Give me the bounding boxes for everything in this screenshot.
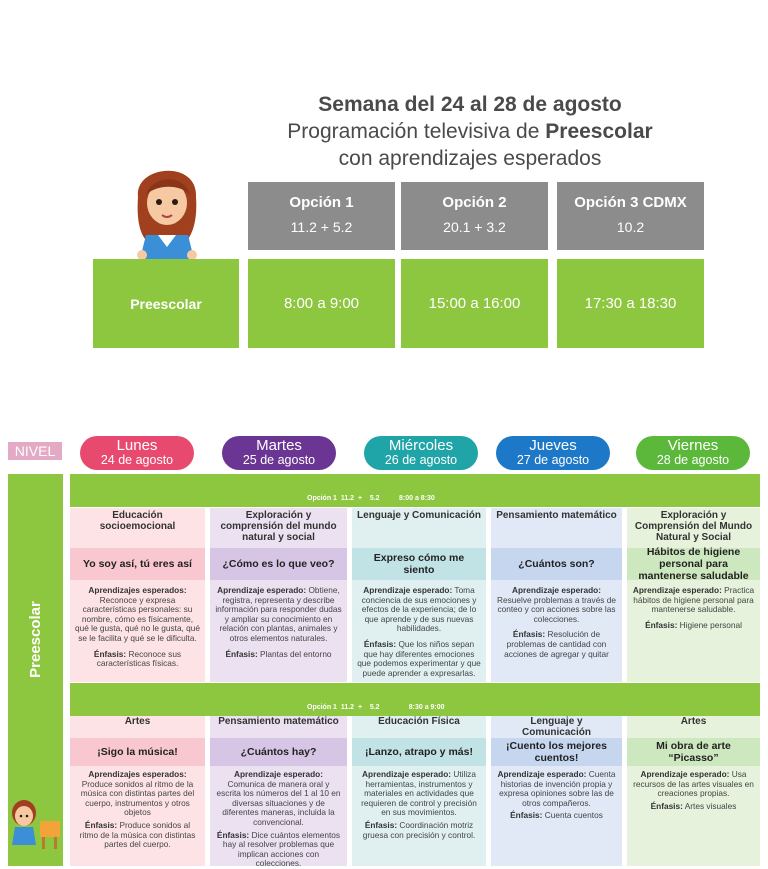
lesson-card xyxy=(210,716,347,869)
day-header-lunes xyxy=(80,436,194,470)
lesson-subject: Exploración y Comprensión del Mundo Natural y Social xyxy=(634,510,753,543)
lesson-subject: Educación Física xyxy=(378,716,460,727)
lesson-subject: Educación socioemocional xyxy=(99,510,176,532)
emphasis xyxy=(632,621,755,631)
expected-learning xyxy=(632,770,755,799)
emphasis xyxy=(75,650,200,669)
day-date: 25 de agosto xyxy=(242,453,316,467)
lesson-card xyxy=(491,508,622,682)
emphasis xyxy=(357,640,481,678)
expected-learning-label: Aprendizaje esperado: xyxy=(632,585,722,595)
lesson-topic: ¿Cuántos hay? xyxy=(210,738,347,766)
lesson-subject: Lenguaje y Comunicación xyxy=(357,510,481,521)
emphasis-label: Énfasis: xyxy=(93,648,127,659)
option-1-time: 8:00 a 9:00 xyxy=(248,259,395,348)
emphasis-label: Énfasis: xyxy=(510,810,543,821)
girl-painting-illustration xyxy=(8,797,63,853)
girl-illustration xyxy=(128,155,206,261)
lesson-topic: Hábitos de higiene personal para mantenerse saludable xyxy=(627,548,760,580)
band-line: Opción 1 11.2 + 5.2 8:00 a 8:30 xyxy=(307,495,435,502)
lesson-description xyxy=(75,770,200,850)
day-date: 28 de agosto xyxy=(656,453,730,467)
lesson-subject: Exploración y comprensión del mundo natural y social xyxy=(220,510,337,543)
lesson-description xyxy=(496,770,617,821)
emphasis xyxy=(496,630,617,659)
lesson-subject: Pensamiento matemático xyxy=(496,510,617,521)
expected-learning-text: Cuenta historias de invención propia y expresa opiniones sobre las de otros compañeros. xyxy=(499,769,616,808)
expected-learning-text: Produce sonidos al ritmo de la música con distintas partes del cuerpo, instrumentos y otros objetos xyxy=(80,778,195,818)
emphasis xyxy=(632,802,755,812)
lesson-description xyxy=(75,586,200,669)
day-header-viernes xyxy=(636,436,750,470)
lesson-topic: ¿Cómo es lo que veo? xyxy=(210,548,347,580)
day-header-miercoles xyxy=(364,436,478,470)
emphasis-text: Que los niños sepan que hay diferentes emociones que podemos experimentar y que puede aprender a expresarlas. xyxy=(357,638,481,678)
expected-learning xyxy=(496,770,617,808)
day-name: Viernes xyxy=(667,437,719,454)
expected-learning xyxy=(215,770,342,828)
lesson-card xyxy=(352,508,486,682)
option-channels: 11.2 + 5.2 xyxy=(290,219,353,235)
lesson-description xyxy=(357,770,481,840)
expected-learning-text: Toma conciencia de sus emociones y efectos de la experiencia; de lo que aprende y de sus nuevas habilidades. xyxy=(361,585,477,634)
vertical-label-wrap xyxy=(8,474,63,804)
emphasis-label: Énfasis: xyxy=(216,829,250,840)
expected-learning-text: Obtiene, registra, representa y describe información para responder dudas y ampliar su conocimiento en relación con plantas, animales y otros elementos naturales. xyxy=(215,585,342,643)
lesson-topic: Yo soy así, tú eres así xyxy=(70,548,205,580)
day-name: Lunes xyxy=(116,437,158,454)
option-2-box xyxy=(401,182,548,250)
emphasis-text: Resolución de problemas de cantidad con acciones de agregar y quitar xyxy=(504,629,609,659)
option-channels: 20.1 + 3.2 xyxy=(443,219,506,235)
expected-learning xyxy=(357,586,481,634)
band-line: CDMX xyxy=(338,758,360,765)
expected-learning xyxy=(632,586,755,615)
row-label-preescolar: Preescolar xyxy=(93,259,239,348)
lesson-description xyxy=(215,586,342,659)
emphasis-text: Artes visuales xyxy=(684,800,737,811)
lesson-card xyxy=(352,716,486,866)
day-name: Jueves xyxy=(529,437,577,454)
emphasis-label: Énfasis: xyxy=(363,638,397,649)
lesson-topic: ¡Sigo la música! xyxy=(70,738,205,766)
option-2-time: 15:00 a 16:00 xyxy=(401,259,548,348)
emphasis-label: Énfasis: xyxy=(225,648,258,659)
expected-learning-label: Aprendizaje esperado: xyxy=(363,585,453,595)
expected-learning xyxy=(75,770,200,818)
option-name: Opción 3 CDMX xyxy=(574,194,687,211)
lesson-card xyxy=(627,716,760,866)
emphasis-text: Plantas del entorno xyxy=(260,648,332,659)
subtitle-level: Preescolar xyxy=(545,120,653,143)
expected-learning xyxy=(496,586,617,624)
lesson-topic: Mi obra de arte “Picasso” xyxy=(627,738,760,766)
band-line: CDMX xyxy=(338,549,360,556)
day-date: 26 de agosto xyxy=(384,453,458,467)
expected-learning-text: Practica hábitos de higiene personal para mantenerse saludable. xyxy=(633,585,755,615)
emphasis-label: Énfasis: xyxy=(512,629,546,640)
emphasis-text: Coordinación motriz gruesa con precisión y control. xyxy=(362,819,476,840)
lesson-topic: ¡Lanzo, atrapo y más! xyxy=(352,738,486,766)
page-title: Semana del 24 al 28 de agosto xyxy=(318,93,622,116)
emphasis xyxy=(75,821,200,850)
option-name: Opción 1 xyxy=(289,194,354,211)
expected-learning-label: Aprendizaje esperado: xyxy=(234,769,323,779)
lesson-description xyxy=(632,586,755,630)
emphasis-text: Reconoce sus características físicas. xyxy=(96,648,182,669)
lesson-subject: Lenguaje y Comunicación xyxy=(522,716,591,738)
expected-learning xyxy=(75,586,200,644)
lesson-description xyxy=(357,586,481,678)
lesson-card xyxy=(210,508,347,682)
lesson-topic: ¿Cuántos son? xyxy=(491,548,622,580)
emphasis-text: Dice cuántos elementos hay al resolver problemas que implican acciones con colecciones. xyxy=(222,829,341,869)
option-1-box xyxy=(248,182,395,250)
lesson-subject: Artes xyxy=(680,716,707,727)
page-subtitle-2: con aprendizajes esperados xyxy=(338,147,602,170)
lesson-description xyxy=(632,770,755,811)
lesson-card xyxy=(491,716,622,866)
emphasis xyxy=(496,811,617,821)
day-name: Miércoles xyxy=(388,437,454,454)
emphasis-text: Produce sonidos al ritmo de la música con distintas partes del cuerpo. xyxy=(79,819,196,850)
expected-learning-text: Usa recursos de las artes visuales en creaciones propias. xyxy=(633,769,754,799)
expected-learning-label: Aprendizaje esperado: xyxy=(362,769,452,779)
emphasis xyxy=(357,821,481,840)
lesson-topic: Expreso cómo me siento xyxy=(352,548,486,580)
band-line: Opción 1 11.2 + 5.2 8:30 a 9:00 xyxy=(307,704,445,711)
emphasis-label: Énfasis: xyxy=(645,619,678,630)
expected-learning-label: Aprendizaje esperado: xyxy=(217,585,307,595)
expected-learning-label: Aprendizaje esperado: xyxy=(640,769,730,779)
subtitle-text: Programación televisiva de xyxy=(287,120,546,143)
expected-learning-text: Comunica de manera oral y escrita los números del 1 al 10 en diversas situaciones y de diferentes maneras, incluida la convencional. xyxy=(216,778,341,827)
expected-learning-label: Aprendizajes esperados: xyxy=(88,769,187,779)
expected-learning-label: Aprendizaje esperado: xyxy=(497,769,587,779)
expected-learning-text: Utiliza herramientas, instrumentos y materiales en actividades que requieren de control y precisión en sus movimientos. xyxy=(361,769,477,818)
lesson-card xyxy=(627,508,760,682)
lesson-subject: Artes xyxy=(124,716,151,727)
expected-learning-text: Reconoce y expresa características personales: su nombre, cómo es físicamente, qué le gusta, qué no le gusta, qué se le facilita y qué se le dificulta. xyxy=(75,594,201,643)
option-name: Opción 2 xyxy=(442,194,507,211)
option-3-time: 17:30 a 18:30 xyxy=(557,259,704,348)
option-3-box xyxy=(557,182,704,250)
emphasis-label: Énfasis: xyxy=(364,819,398,830)
lesson-card xyxy=(70,508,205,682)
emphasis-label: Énfasis: xyxy=(84,819,118,830)
emphasis xyxy=(215,831,342,869)
lesson-subject: Pensamiento matemático xyxy=(218,716,339,727)
expected-learning xyxy=(357,770,481,818)
emphasis-label: Énfasis: xyxy=(650,800,683,811)
day-name: Martes xyxy=(256,437,302,454)
lesson-topic: ¡Cuento los mejores cuentos! xyxy=(491,738,622,766)
day-date: 24 de agosto xyxy=(100,453,174,467)
lesson-card xyxy=(70,716,205,866)
emphasis xyxy=(215,650,342,660)
day-header-martes xyxy=(222,436,336,470)
expected-learning-label: Aprendizajes esperados: xyxy=(88,585,187,595)
lesson-description xyxy=(215,770,342,869)
emphasis-text: Higiene personal xyxy=(679,619,742,630)
vertical-level-label: Preescolar xyxy=(27,600,45,678)
expected-learning-text: Resuelve problemas a través de conteo y con acciones sobre las colecciones. xyxy=(497,594,616,624)
lesson-description xyxy=(496,586,617,659)
expected-learning-label: Aprendizaje esperado: xyxy=(512,585,601,595)
day-header-jueves xyxy=(496,436,610,470)
option-channels: 10.2 xyxy=(616,219,645,235)
page-subtitle xyxy=(250,120,690,144)
nivel-label: NIVEL xyxy=(8,442,62,460)
expected-learning xyxy=(215,586,342,644)
emphasis-text: Cuenta cuentos xyxy=(544,810,603,821)
day-date: 27 de agosto xyxy=(516,453,590,467)
